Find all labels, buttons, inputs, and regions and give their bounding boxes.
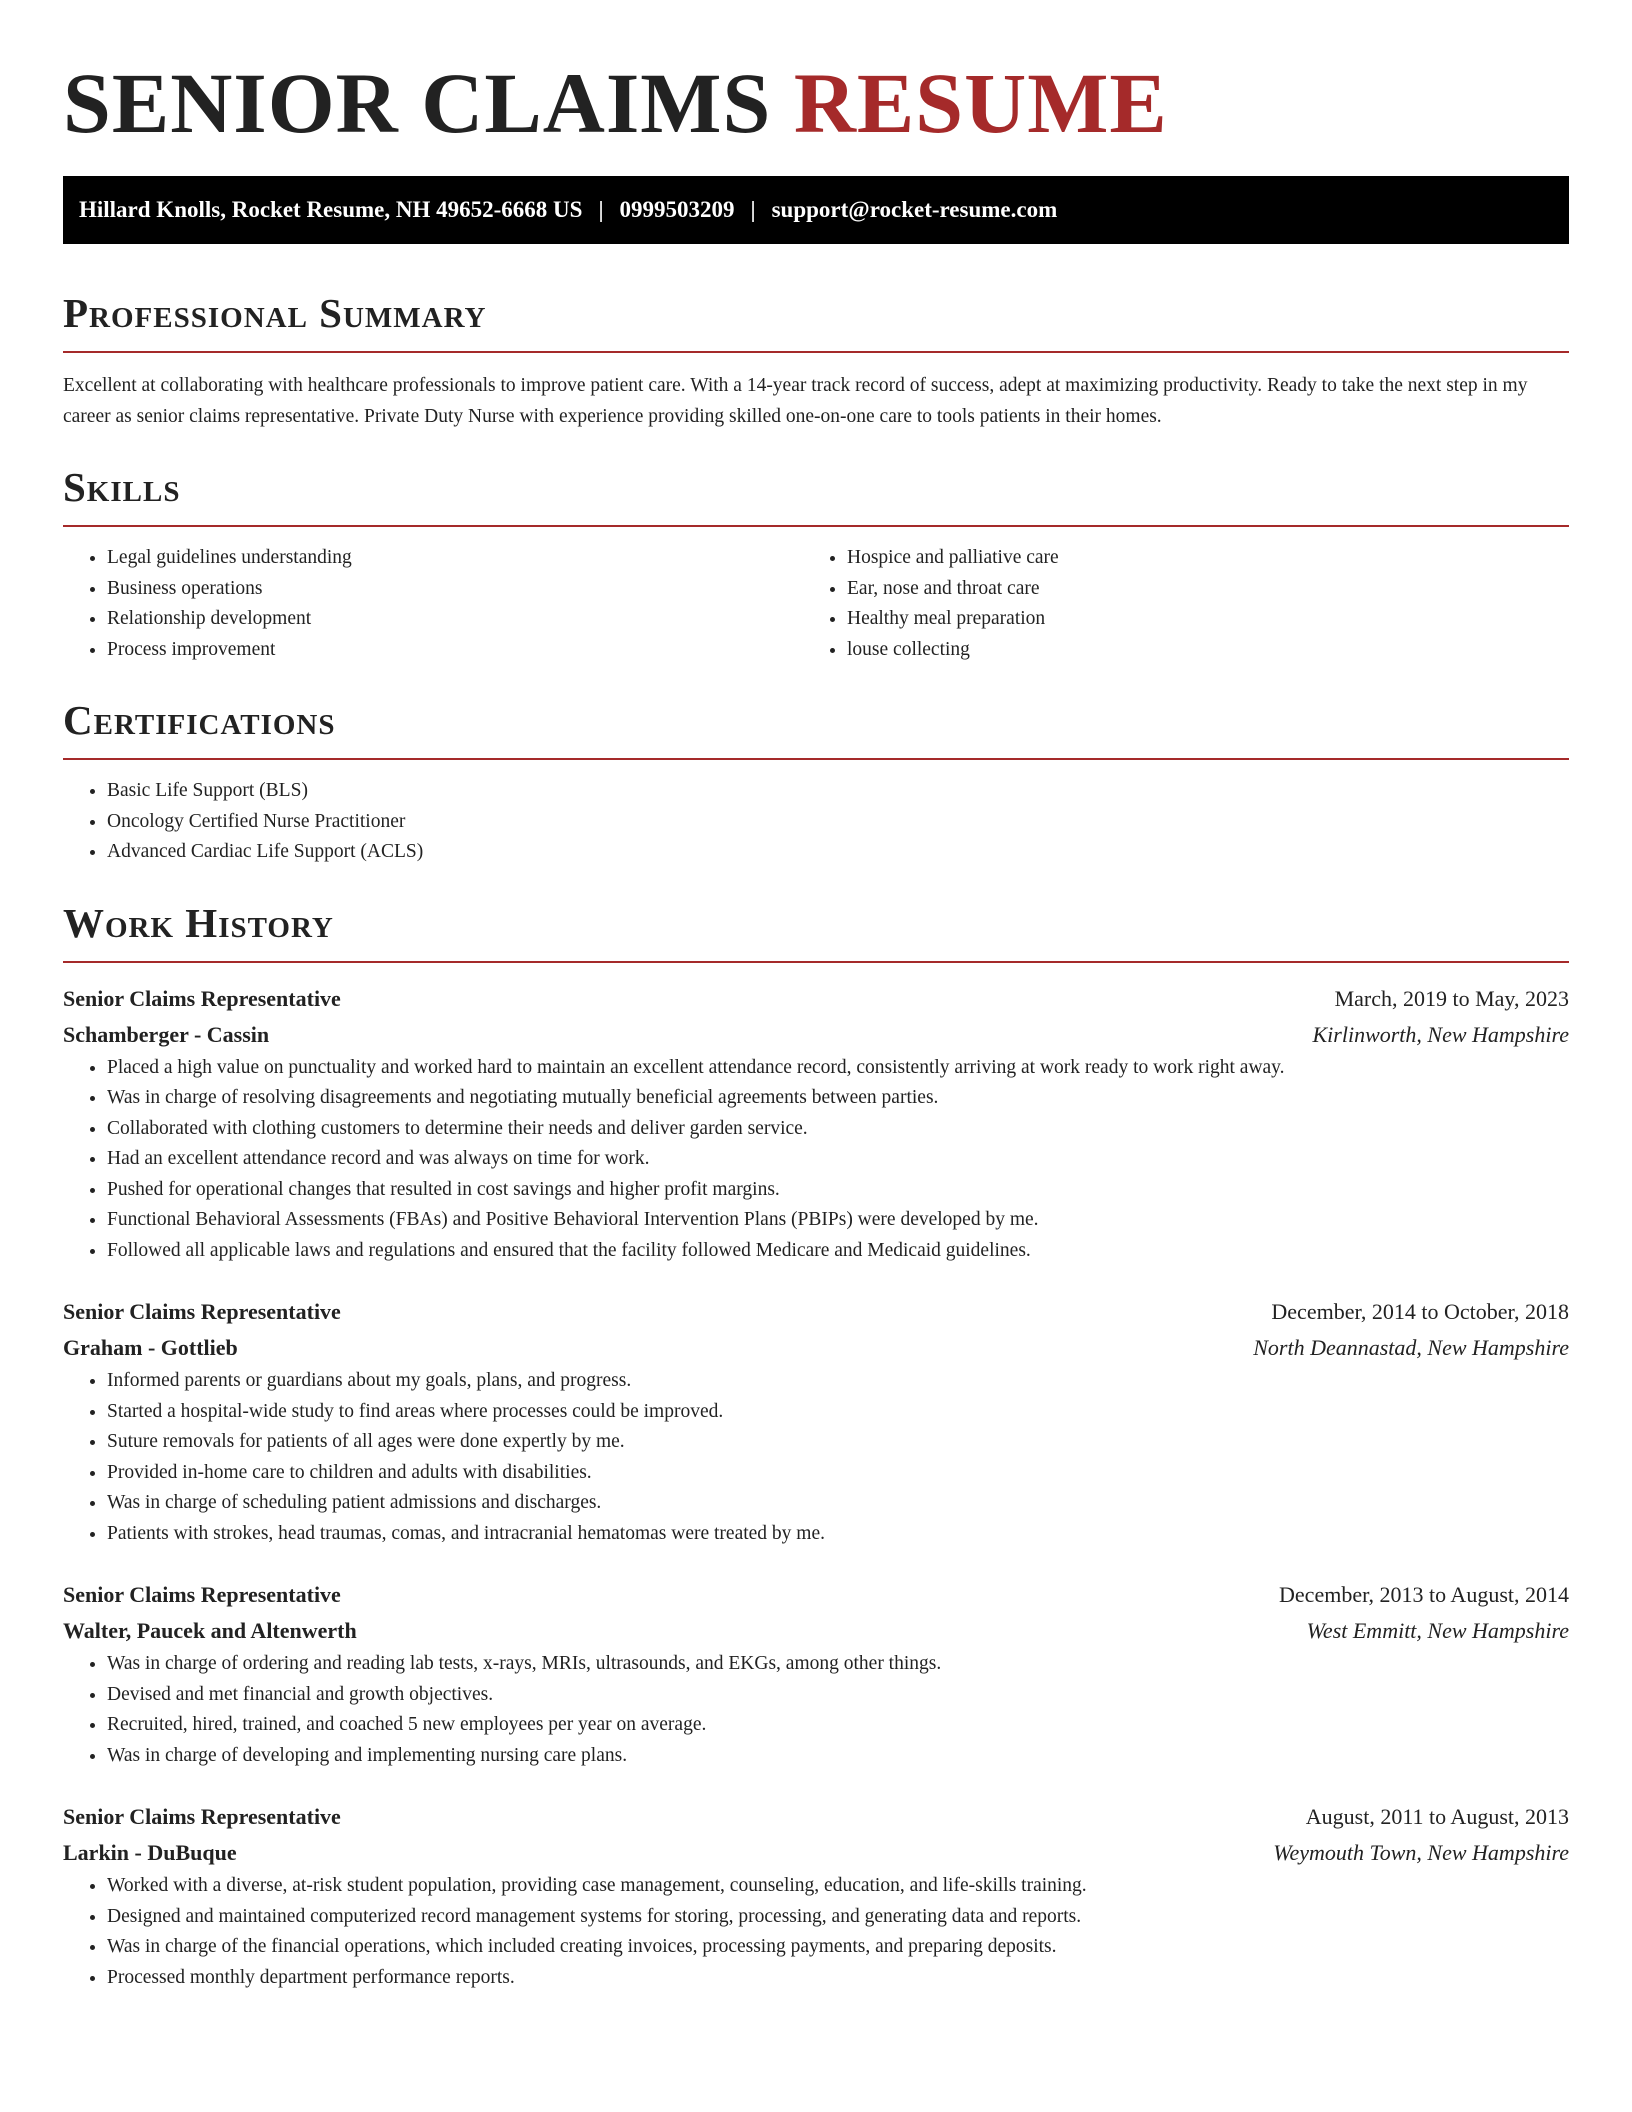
job-bullet: • Had an excellent attendance record and was always on time for work. [107,1144,1569,1175]
job-header-row [63,981,1569,1017]
job-bullet: • Placed a high value on punctuality and worked hard to maintain an excellent attendance record, consistently arriving at work ready to work right away. [107,1053,1569,1084]
skill-item: • Ear, nose and throat care [847,574,1543,605]
summary-text: Excellent at collaborating with healthcare professionals to improve patient care. With a 14-year track record of success, adept at maximizing productivity. Ready to take the next step in my career as senior claims representative. Private Duty Nurse with experience providing skilled one-on-one care to tools patients in their homes. [63,375,1528,427]
job-entry [63,981,1569,1267]
job-dates: August, 2011 to August, 2013 [1305,1804,1569,1829]
job-bullet: • Devised and met financial and growth objectives. [107,1680,1569,1711]
skill-item: • Healthy meal preparation [847,604,1543,635]
job-bullet: • Was in charge of the financial operations, which included creating invoices, processing payments, and preparing deposits. [107,1932,1569,1963]
job-entry [63,1294,1569,1549]
contact-separator: | [598,197,604,222]
job-company: Larkin - DuBuque [63,1840,237,1865]
job-location: Weymouth Town, New Hampshire [1273,1840,1569,1865]
section-divider [63,351,1569,353]
job-dates: December, 2014 to October, 2018 [1271,1299,1569,1324]
job-bullet: • Processed monthly department performance reports. [107,1963,1569,1994]
job-bullet: • Suture removals for patients of all ages were done expertly by me. [107,1427,1569,1458]
job-bullet: • Worked with a diverse, at-risk student population, providing case management, counseling, education, and life-skills training. [107,1871,1569,1902]
job-title: Senior Claims Representative [63,1804,341,1829]
section-heading-work-history: Work History [63,899,334,946]
section-heading-skills: Skills [63,464,181,510]
skills-section [63,462,1569,665]
resume-title [63,56,1569,150]
skill-item: • Legal guidelines understanding [107,543,803,574]
job-bullet: • Recruited, hired, trained, and coached 5 new employees per year on average. [107,1710,1569,1741]
skills-column-right [803,543,1543,665]
section-divider [63,758,1569,760]
job-bullet: • Was in charge of resolving disagreements and negotiating mutually beneficial agreements between parties. [107,1083,1569,1114]
contact-phone[interactable]: 0999503209 [619,197,735,222]
skill-item: • louse collecting [847,635,1543,666]
skills-column-left [63,543,803,665]
job-bullet: • Was in charge of scheduling patient admissions and discharges. [107,1488,1569,1519]
job-bullet-list [63,1053,1569,1267]
section-heading-certifications: Certifications [63,697,336,743]
job-location: North Deannastad, New Hampshire [1253,1335,1569,1360]
certification-item: • Basic Life Support (BLS) [107,776,1569,807]
job-company: Schamberger - Cassin [63,1021,270,1047]
job-bullet-list [63,1366,1569,1549]
certifications-section [63,695,1569,868]
contact-bar [63,176,1569,244]
job-bullet: • Was in charge of developing and implementing nursing care plans. [107,1741,1569,1772]
job-bullet: • Was in charge of ordering and reading lab tests, x-rays, MRIs, ultrasounds, and EKGs, among other things. [107,1649,1569,1680]
section-divider [63,961,1569,963]
section-divider [63,525,1569,527]
certifications-list [63,776,1569,868]
title-main: SENIOR CLAIMS [63,55,772,151]
job-location: West Emmitt, New Hampshire [1306,1618,1569,1643]
job-header-row [63,1294,1569,1330]
job-dates: March, 2019 to May, 2023 [1334,985,1569,1011]
skills-list-left [63,543,803,665]
job-header-row [63,1577,1569,1613]
job-dates: December, 2013 to August, 2014 [1279,1582,1569,1607]
job-company: Walter, Paucek and Altenwerth [63,1618,357,1643]
job-location: Kirlinworth, New Hampshire [1312,1021,1569,1047]
job-header-row [63,1799,1569,1835]
job-bullet: • Designed and maintained computerized record management systems for storing, processing, and generating data and reports. [107,1902,1569,1933]
job-bullet: • Followed all applicable laws and regulations and ensured that the facility followed Medicare and Medicaid guidelines. [107,1236,1569,1267]
job-company: Graham - Gottlieb [63,1335,238,1360]
contact-email[interactable]: support@rocket-resume.com [771,197,1058,222]
work-history-section [63,898,1569,1994]
certification-item: • Oncology Certified Nurse Practitioner [107,807,1569,838]
job-subheader-row [63,1613,1569,1649]
skill-item: • Relationship development [107,604,803,635]
job-bullet: • Collaborated with clothing customers to determine their needs and deliver garden service. [107,1114,1569,1145]
skills-list-right [803,543,1543,665]
skill-item: • Process improvement [107,635,803,666]
job-bullet: • Provided in-home care to children and adults with disabilities. [107,1458,1569,1489]
section-heading-summary: Professional Summary [63,290,487,336]
job-bullet: • Pushed for operational changes that resulted in cost savings and higher profit margins. [107,1175,1569,1206]
job-bullet-list [63,1649,1569,1771]
title-accent: RESUME [793,55,1168,151]
job-bullet: • Functional Behavioral Assessments (FBAs) and Positive Behavioral Intervention Plans (PBIPs) were developed by me. [107,1205,1569,1236]
certification-item: • Advanced Cardiac Life Support (ACLS) [107,837,1569,868]
job-entry [63,1577,1569,1771]
job-bullet-list [63,1871,1569,1993]
skill-item: • Business operations [107,574,803,605]
skill-item: • Hospice and palliative care [847,543,1543,574]
skills-columns [63,543,1569,665]
summary-section [63,288,1569,432]
job-bullet: • Informed parents or guardians about my goals, plans, and progress. [107,1366,1569,1397]
contact-separator: | [750,197,756,222]
job-title: Senior Claims Representative [63,1582,341,1607]
job-subheader-row [63,1017,1569,1053]
job-title: Senior Claims Representative [63,985,341,1011]
job-entry [63,1799,1569,1993]
job-bullet: • Started a hospital-wide study to find areas where processes could be improved. [107,1397,1569,1428]
job-title: Senior Claims Representative [63,1299,341,1324]
job-subheader-row [63,1835,1569,1871]
job-bullet: • Patients with strokes, head traumas, comas, and intracranial hematomas were treated by me. [107,1519,1569,1550]
job-subheader-row [63,1330,1569,1366]
contact-address: Hillard Knolls, Rocket Resume, NH 49652-6668 US [79,197,583,222]
